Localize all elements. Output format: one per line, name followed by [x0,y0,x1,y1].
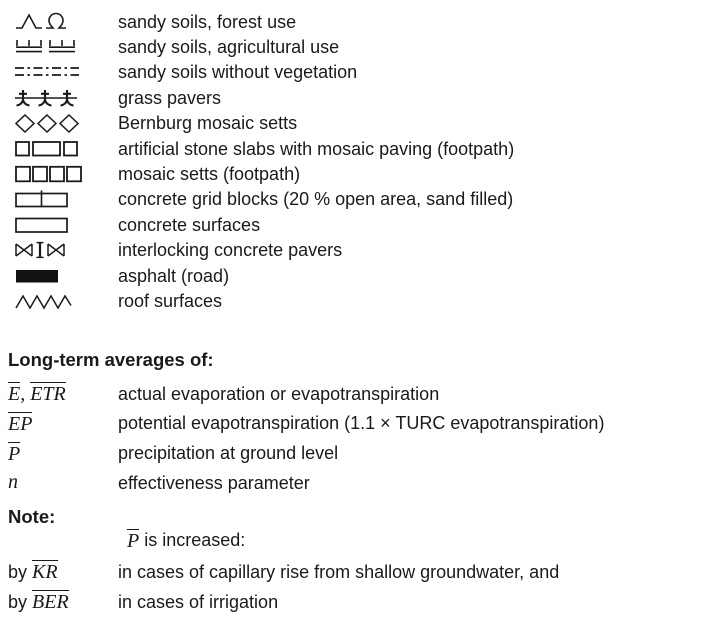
legend-label: roof surfaces [118,290,223,311]
filled-black-rectangle-icon [15,267,59,285]
legend-label: sandy soils, forest use [118,11,297,32]
definition-text: precipitation at ground level [118,443,339,464]
legend-symbol [0,165,118,183]
long-term-averages-section [0,349,718,498]
legend-label: artificial stone slabs with mosaic paving (footpath) [118,138,515,159]
legend-label: concrete surfaces [118,214,261,235]
legend-label: grass pavers [118,87,222,108]
definition-row [0,468,718,498]
legend-item [0,111,718,136]
text-segment: by [8,562,33,583]
definition-text: effectiveness parameter [118,472,310,493]
math-term: KR [32,561,58,584]
definition-text: actual evaporation or evapotranspiration [118,383,440,404]
note-text: in cases of capillary rise from shallow groundwater, and [118,561,560,582]
grass-paver-plant-crosses-icon [15,88,77,108]
math-term: BER [32,591,69,614]
interlocking-bowtie-pattern-icon [15,241,65,259]
legend-label: asphalt (road) [118,265,230,286]
tilled-field-tick-marks-icon [15,40,77,54]
math-term: P [8,442,21,465]
legend-symbol [0,66,118,78]
legend-item [0,187,718,212]
note-text: in cases of irrigation [118,591,279,612]
math-symbol-EP [0,412,118,435]
dash-dot-lines-icon [15,66,79,78]
divided-rectangle-outline-icon [15,190,69,209]
text-segment: is increased: [139,530,246,551]
math-symbol-KR [0,560,118,583]
legend-label: concrete grid blocks (20 % open area, sand filled) [118,189,514,210]
math-symbol-E-ETR [0,382,118,405]
three-diamond-outlines-icon [15,114,79,133]
legend-symbol [0,140,118,158]
legend-item [0,288,718,313]
legend-label: mosaic setts (footpath) [118,164,301,185]
legend-symbol [0,114,118,133]
legend-item [0,136,718,161]
note-section [0,506,718,617]
math-symbol-P [0,442,118,465]
definition-row [0,408,718,438]
legend-item [0,34,718,59]
legend-item [0,85,718,110]
legend-symbol [0,12,118,31]
legend-symbol [0,241,118,259]
legend-symbol [0,267,118,285]
definition-row [0,438,718,468]
legend-symbol [0,292,118,310]
definition-text: potential evapotranspiration (1.1 × TURC evapotranspiration) [118,413,605,434]
math-term: EP [8,412,33,435]
math-term: , [20,383,31,406]
legend-symbol [0,216,118,234]
math-term: ETR [30,383,66,406]
legend-item [0,161,718,186]
legend-item [0,9,718,34]
legend-item [0,238,718,263]
rectangle-outline-icon [15,216,69,234]
legend-item [0,60,718,85]
legend-label: Bernburg mosaic setts [118,113,298,134]
legend-label: interlocking concrete pavers [118,240,343,261]
conifer-and-deciduous-tree-symbols-icon [15,12,71,31]
note-row [0,587,718,617]
legend-symbol [0,88,118,108]
legend-symbol [0,190,118,209]
averages-heading: Long-term averages of: [8,348,214,370]
math-symbol-n [0,472,118,493]
legend-item [0,212,718,237]
note-intro [127,529,718,553]
note-heading: Note: [8,505,56,527]
surface-legend [0,9,718,314]
math-term: n [8,471,18,494]
definition-row [0,379,718,409]
math-symbol-BER [0,590,118,613]
legend-label: sandy soils, agricultural use [118,37,340,58]
square-rectangle-square-outlines-icon [15,140,79,158]
math-term: E [8,383,21,406]
four-square-outlines-icon [15,165,83,183]
legend-label: sandy soils without vegetation [118,62,358,83]
zigzag-line-icon [15,292,73,310]
math-term: P [127,530,140,553]
note-row [0,557,718,587]
legend-item [0,263,718,288]
legend-symbol [0,40,118,54]
text-segment: by [8,592,33,613]
